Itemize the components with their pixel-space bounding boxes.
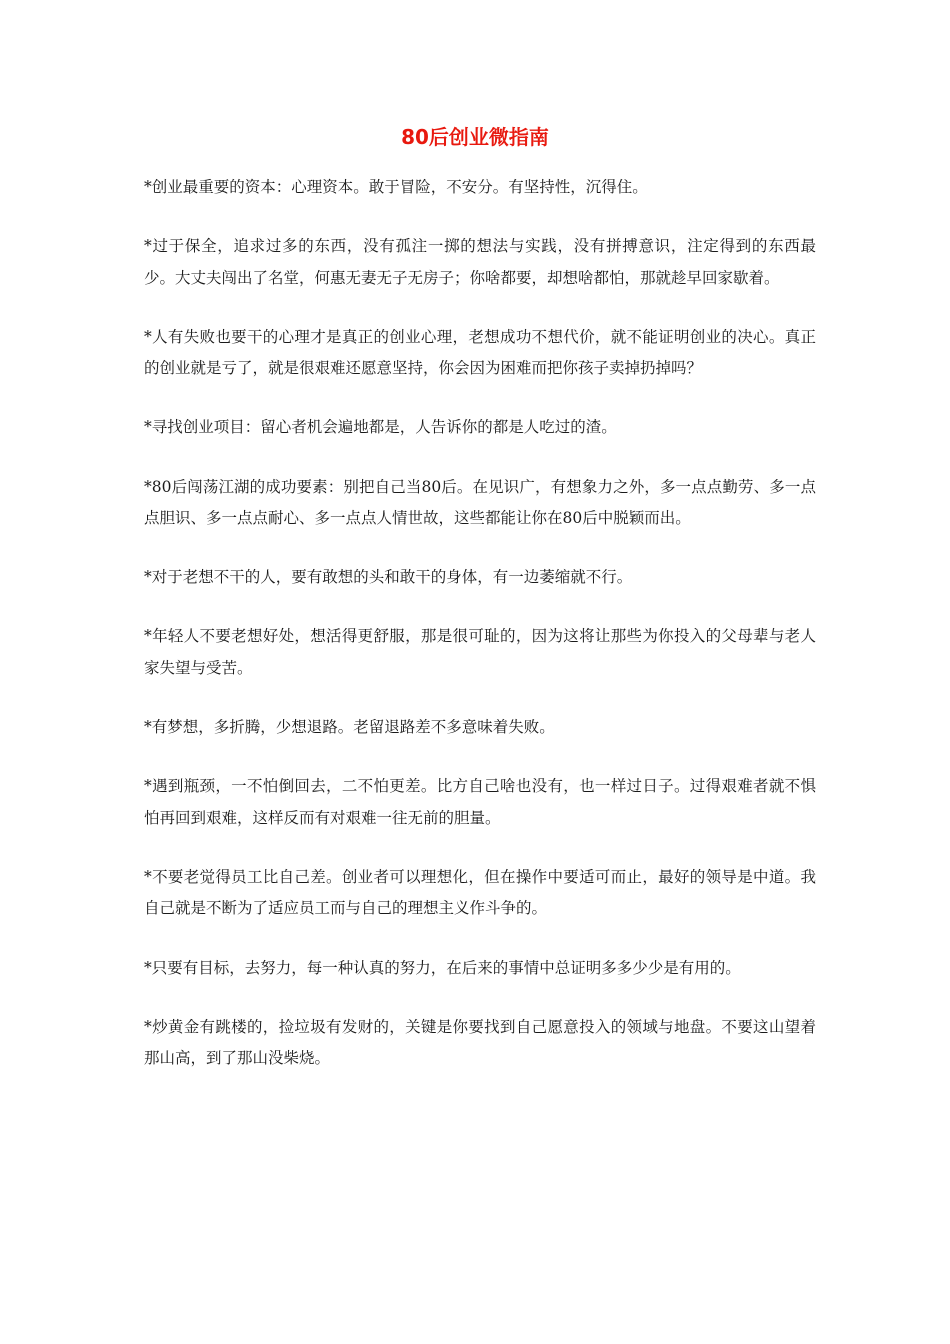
paragraph: *只要有目标，去努力，每一种认真的努力，在后来的事情中总证明多多少少是有用的。: [144, 958, 741, 977]
paragraph: *寻找创业项目：留心者机会遍地都是，人告诉你的都是人吃过的渣。: [144, 418, 617, 437]
document-title: 80后创业微指南: [401, 125, 549, 149]
paragraph: *对于老想不干的人，要有敢想的头和敢干的身体，有一边萎缩就不行。: [144, 568, 633, 587]
paragraph: *过于保全，追求过多的东西，没有孤注一掷的想法与实践，没有拼搏意识，注定得到的东西最少。大丈夫闯出了名堂，何惠无妻无子无房子；你啥都要，却想啥都怕，那就趁早回家歇着。: [144, 237, 816, 287]
paragraph: *人有失败也要干的心理才是真正的创业心理，老想成功不想代价，就不能证明创业的决心。真正的创业就是亏了，就是很艰难还愿意坚持，你会因为困难而把你孩子卖掉扔掉吗？: [144, 327, 816, 378]
document-body: [144, 172, 816, 1102]
paragraph: *炒黄金有跳楼的，捡垃圾有发财的，关键是你要找到自己愿意投入的领域与地盘。不要这山望着那山高，到了那山没柴烧。: [144, 1017, 816, 1068]
paragraph: *80后闯荡江湖的成功要素：别把自己当80后。在见识广，有想象力之外，多一点点勤劳、多一点点胆识、多一点点耐心、多一点点人情世故，这些都能让你在80后中脱颖而出。: [144, 477, 816, 528]
paragraph: *年轻人不要老想好处，想活得更舒服，那是很可耻的，因为这将让那些为你投入的父母辈与老人家失望与受苦。: [144, 627, 816, 677]
paragraph: *不要老觉得员工比自己差。创业者可以理想化，但在操作中要适可而止，最好的领导是中道。我自己就是不断为了适应员工而与自己的理想主义作斗争的。: [144, 867, 816, 918]
paragraph: *遇到瓶颈，一不怕倒回去，二不怕更差。比方自己啥也没有，也一样过日子。过得艰难者就不惧怕再回到艰难，这样反而有对艰难一往无前的胆量。: [144, 777, 816, 827]
paragraph: *有梦想，多折腾，少想退路。老留退路差不多意味着失败。: [144, 718, 555, 737]
paragraph: *创业最重要的资本：心理资本。敢于冒险，不安分。有坚持性，沉得住。: [144, 178, 648, 196]
